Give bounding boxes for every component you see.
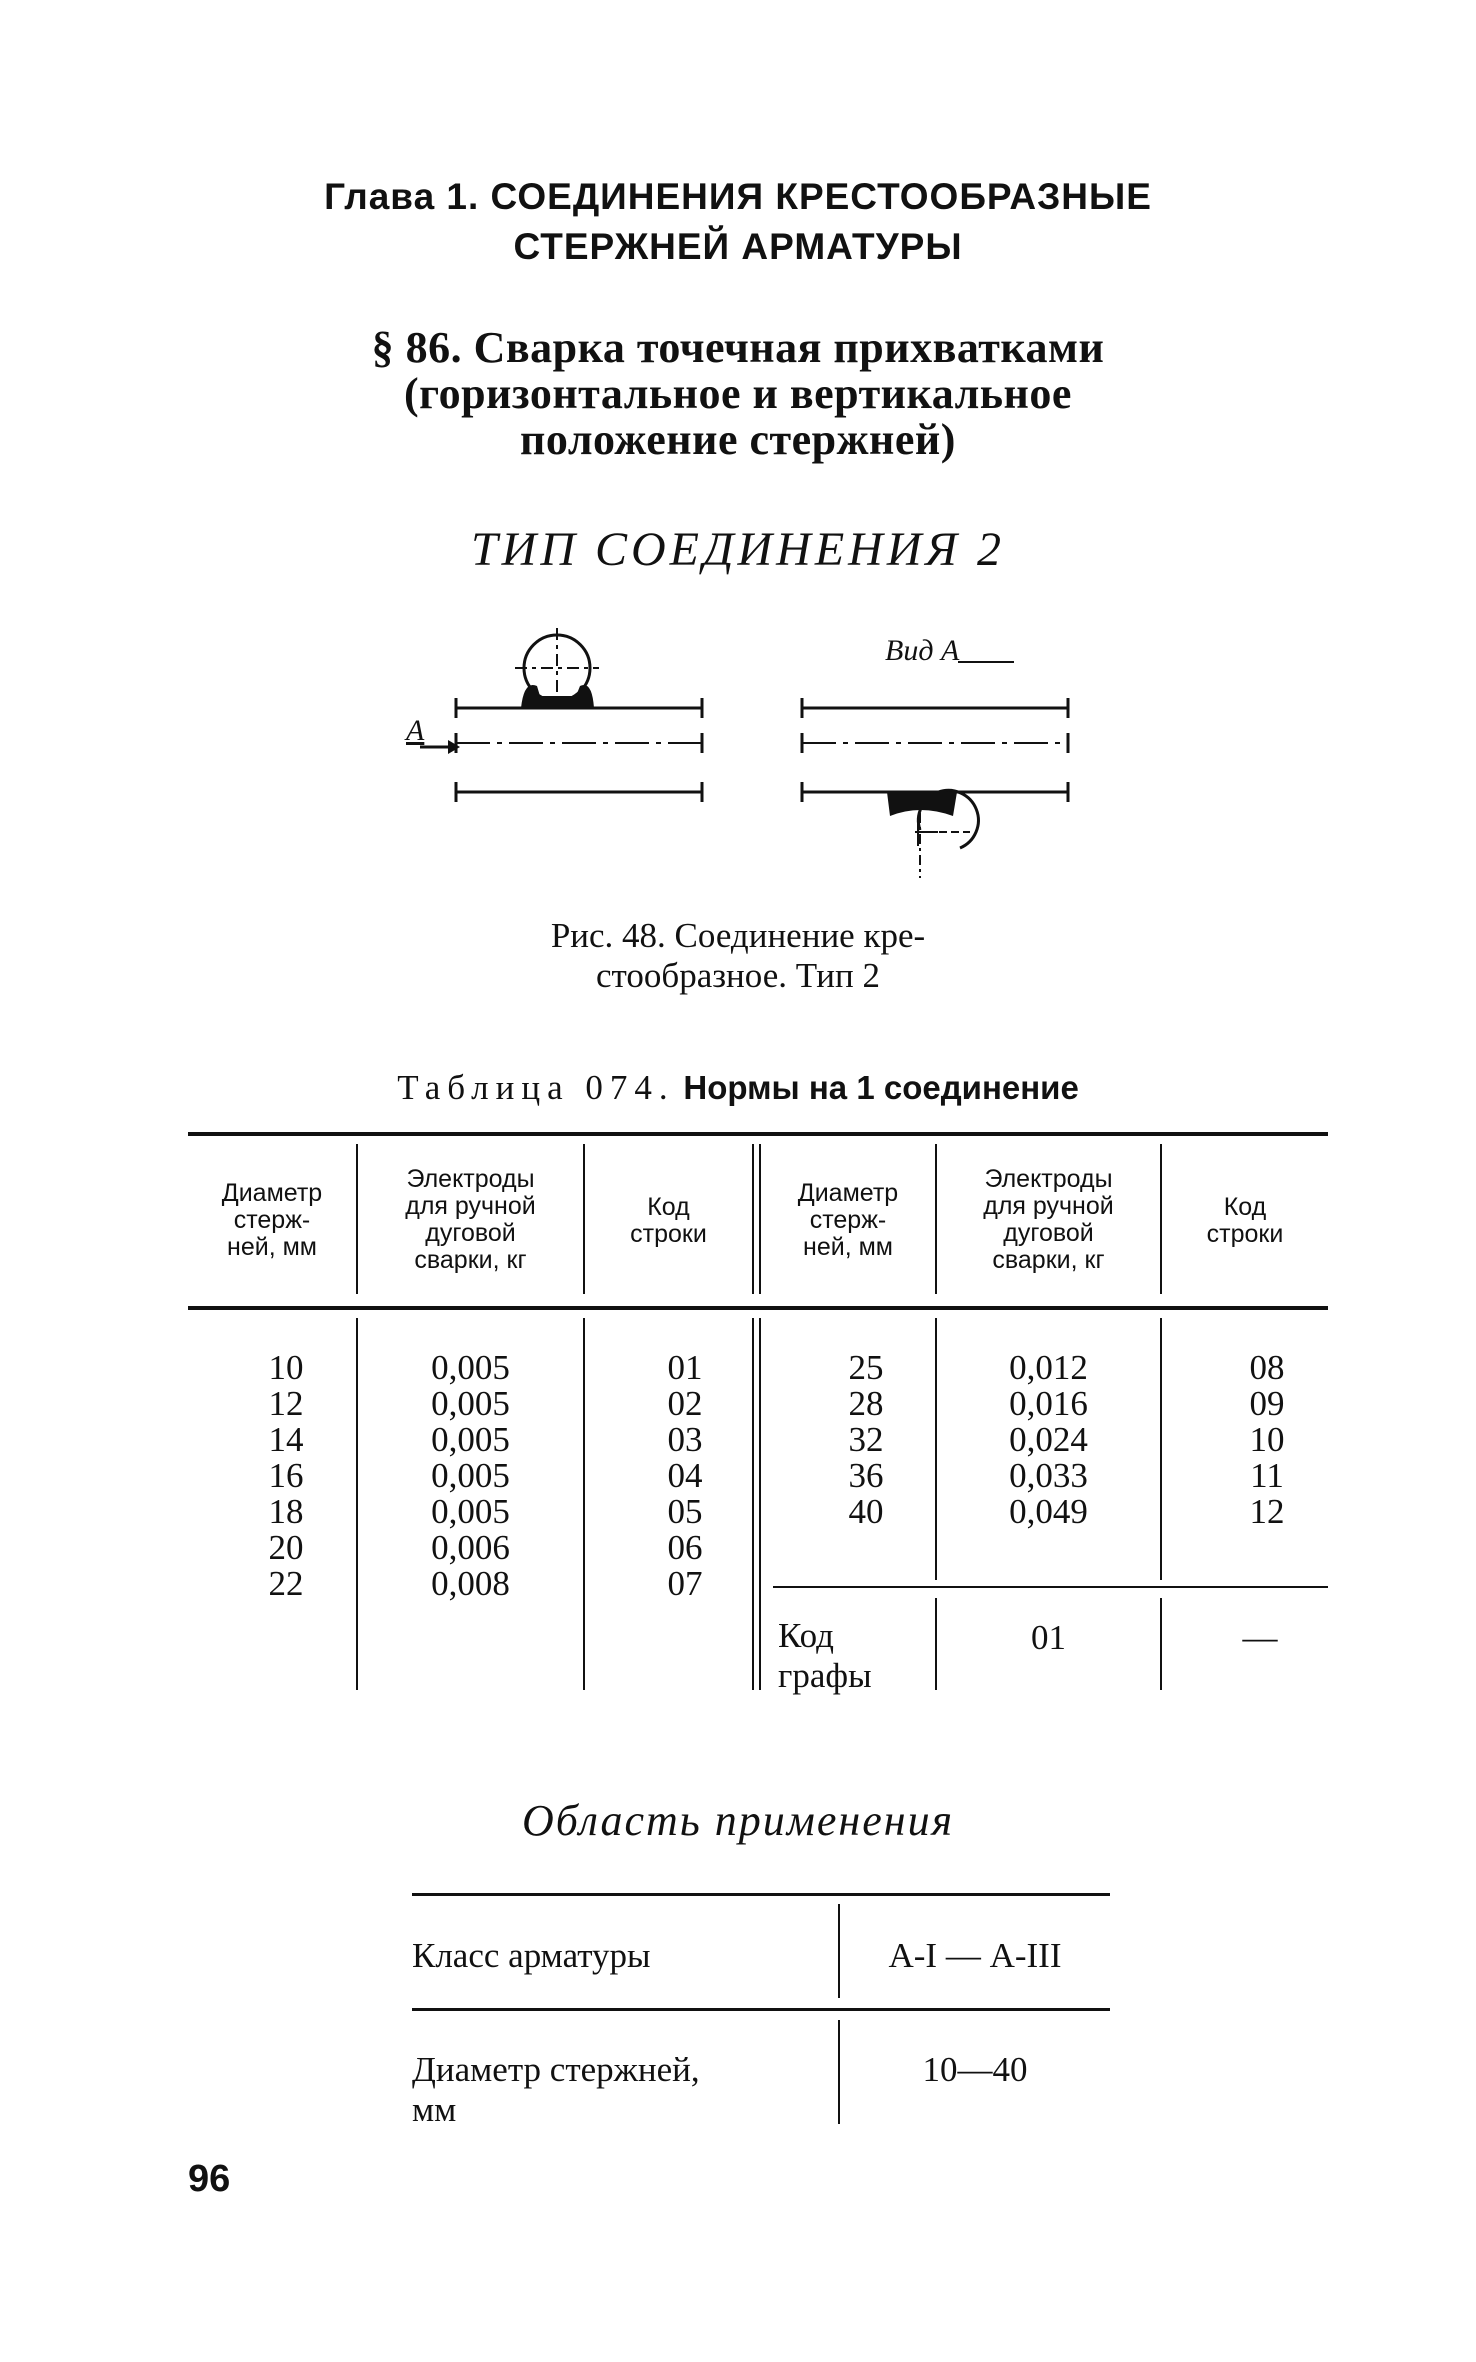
table-cell: 0,006 <box>431 1528 510 1567</box>
table-cell: 10 <box>268 1348 304 1387</box>
table-cell: 03 <box>667 1420 703 1459</box>
table-cell: 18 <box>268 1492 304 1531</box>
table-cell: 12 <box>268 1384 304 1423</box>
table-cell: 0,024 <box>1009 1420 1088 1459</box>
header-code-left: Код строки <box>630 1193 707 1248</box>
table-cell: 09 <box>1249 1384 1285 1423</box>
table-caption-title: Нормы на 1 соединение <box>683 1069 1079 1106</box>
application-row-class-value: А-I — А-III <box>888 1936 1062 1975</box>
table-cell: 08 <box>1249 1348 1285 1387</box>
application-row-diameter-value: 10—40 <box>922 2050 1028 2089</box>
table-cell: 11 <box>1250 1456 1284 1495</box>
header-diameter-left: Диаметр стерж- ней, мм <box>221 1179 323 1261</box>
figure-label-view-a: Вид А <box>885 634 960 667</box>
table-cell: 02 <box>667 1384 703 1423</box>
chapter-title-line-2: СТЕРЖНЕЙ АРМАТУРЫ <box>513 226 963 267</box>
table-cell: 0,033 <box>1009 1456 1088 1495</box>
table-cell: 28 <box>848 1384 884 1423</box>
table-cell: 05 <box>667 1492 703 1531</box>
table-cell: 04 <box>667 1456 703 1495</box>
figure-label-a: А <box>406 714 425 747</box>
table-cell: 20 <box>268 1528 304 1567</box>
table-cell: 0,005 <box>431 1420 510 1459</box>
table-cell: 0,005 <box>431 1348 510 1387</box>
section-title-line-1: § 86. Сварка точечная прихватками <box>371 323 1105 372</box>
table-cell: 0,008 <box>431 1564 510 1603</box>
graph-code-electrodes: 01 <box>1031 1618 1066 1657</box>
table-cell: 0,005 <box>431 1384 510 1423</box>
header-diameter-right: Диаметр стерж- ней, мм <box>797 1179 899 1261</box>
graph-code-code: — <box>1242 1618 1278 1657</box>
section-title-line-3: положение стержней) <box>520 415 956 464</box>
figure-caption-line-2: стообразное. Тип 2 <box>596 956 880 995</box>
application-title: Область применения <box>521 1796 955 1845</box>
page-number: 96 <box>188 2158 231 2200</box>
application-top-rule <box>412 1893 1110 1896</box>
table-cell: 0,049 <box>1009 1492 1088 1531</box>
header-code-right: Код строки <box>1206 1193 1284 1248</box>
chapter-title-line-1: Глава 1. СОЕДИНЕНИЯ КРЕСТООБРАЗНЫЕ <box>324 176 1152 217</box>
header-electrodes-left: Электроды для ручной дуговой сварки, кг <box>405 1165 536 1274</box>
application-row-diameter-label: Диаметр стержней, мм <box>412 2050 700 2129</box>
application-mid-rule <box>412 2008 1110 2011</box>
table-cell: 12 <box>1249 1492 1285 1531</box>
table-cell: 16 <box>268 1456 304 1495</box>
table-cell: 22 <box>268 1564 304 1603</box>
table-cell: 07 <box>667 1564 703 1603</box>
joint-type-title: ТИП СОЕДИНЕНИЯ 2 <box>470 523 1006 576</box>
table-cell: 0,012 <box>1009 1348 1088 1387</box>
table-cell: 32 <box>848 1420 884 1459</box>
table-cell: 06 <box>667 1528 703 1567</box>
section-title-line-2: (горизонтальное и вертикальное <box>404 369 1072 418</box>
table-cell: 0,005 <box>431 1456 510 1495</box>
table-cell: 0,005 <box>431 1492 510 1531</box>
table-cell: 01 <box>667 1348 703 1387</box>
table-cell: 0,016 <box>1009 1384 1088 1423</box>
graph-code-label: Код графы <box>778 1616 872 1695</box>
table-cell: 40 <box>848 1492 884 1531</box>
application-row-class-label: Класс арматуры <box>412 1936 651 1975</box>
header-electrodes-right: Электроды для ручной дуговой сварки, кг <box>983 1165 1114 1274</box>
table-caption-prefix: Таблица 074. <box>397 1068 675 1107</box>
table-cell: 14 <box>268 1420 304 1459</box>
figure-caption-line-1: Рис. 48. Соединение кре- <box>550 916 926 955</box>
table-cell: 25 <box>848 1348 884 1387</box>
table-cell: 10 <box>1249 1420 1285 1459</box>
table-cell: 36 <box>848 1456 884 1495</box>
